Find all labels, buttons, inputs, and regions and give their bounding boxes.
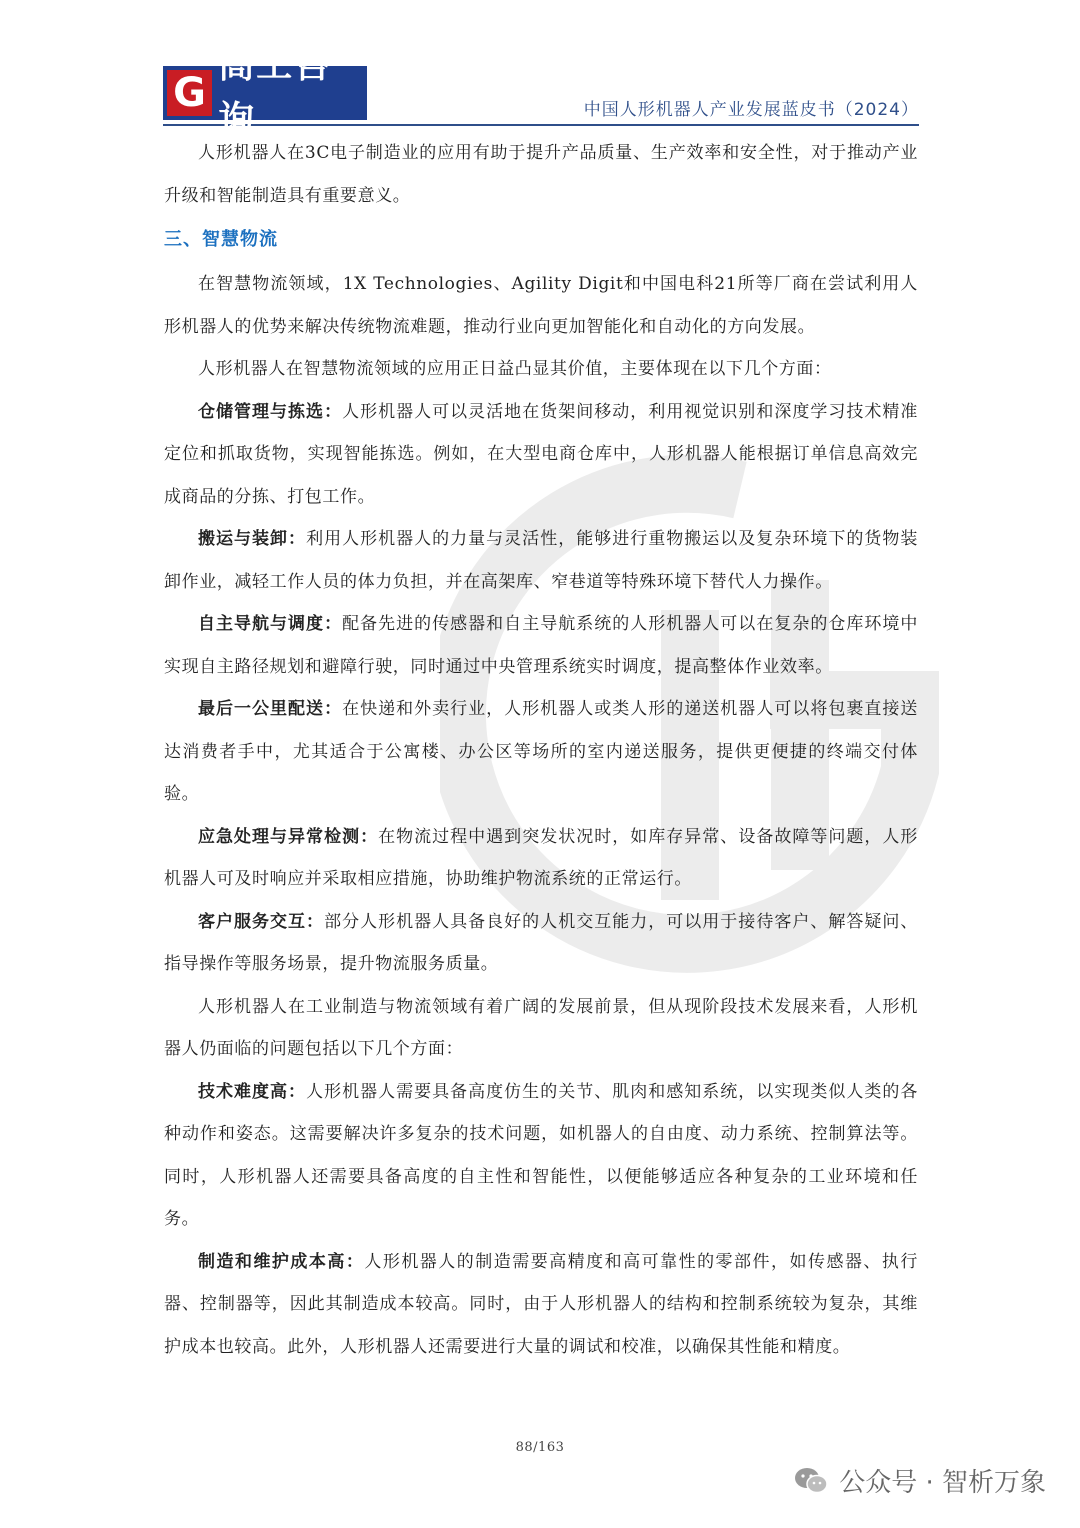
list-item: [164, 1071, 918, 1241]
item-term: 技术难度高：: [198, 1081, 307, 1102]
item-text: 利用人形机器人的力量与灵活性，能够进行重物搬运以及复杂环境下的货物装卸作业，减轻工作人员的体力负担，并在高架库、窄巷道等特殊环境下替代人力操作。: [164, 529, 918, 592]
item-term: 搬运与装卸：: [198, 529, 307, 549]
item-text: 部分人形机器人具备良好的人机交互能力，可以用于接待客户、解答疑问、指导操作等服务场景，提升物流服务质量。: [164, 911, 918, 974]
list-item: [164, 603, 918, 688]
list-item: [164, 1241, 918, 1369]
item-text: 人形机器人可以灵活地在货架间移动，利用视觉识别和深度学习技术精准定位和抓取货物，实现智能拣选。例如，在大型电商仓库中，人形机器人能根据订单信息高效完成商品的分拣、打包工作。: [164, 401, 918, 507]
intro-paragraph: 人形机器人在3C电子制造业的应用有助于提升产品质量、生产效率和安全性，对于推动产业升级和智能制造具有重要意义。: [164, 143, 918, 206]
wechat-watermark: [793, 1462, 1046, 1499]
item-text: 在物流过程中遇到突发状况时，如库存异常、设备故障等问题，人形机器人可及时响应并采取相应措施，协助维护物流系统的正常运行。: [164, 826, 919, 889]
list-item: [164, 816, 918, 901]
wechat-icon: [793, 1466, 829, 1496]
page-number: 88/163: [515, 1440, 565, 1455]
item-term: 客户服务交互：: [198, 911, 325, 932]
item-text: 在快递和外卖行业，人形机器人或类人形的递送机器人可以将包裹直接送达消费者手中，尤其适合于公寓楼、办公区等场所的室内递送服务，提供更便捷的终端交付体验。: [164, 699, 918, 804]
wechat-label: 公众号 · 智析万象: [839, 1468, 1046, 1498]
page-header: [163, 45, 919, 140]
item-text: 人形机器人需要具备高度仿生的关节、肌肉和感知系统，以实现类似人类的各种动作和姿态。这需要解决许多复杂的技术问题，如机器人的自由度、动力系统、控制算法等。同时，人形机器人还需要具备高度的自主性和智能性，以便能够适应各种复杂的工业环境和任务。: [164, 1081, 918, 1229]
logo-text: 高工咨询: [218, 45, 333, 140]
logo-mark: G: [167, 70, 212, 116]
item-term: 最后一公里配送：: [198, 699, 343, 719]
document-title: 中国人形机器人产业发展蓝皮书（2024）: [583, 100, 919, 120]
section-heading: 三、智慧物流: [164, 229, 278, 250]
list-item: [164, 518, 918, 603]
item-term: 自主导航与调度：: [198, 614, 343, 634]
gaogong-logo: [163, 45, 367, 140]
challenges-intro-paragraph: 人形机器人在工业制造与物流领域有着广阔的发展前景，但从现阶段技术发展来看，人形机器人仍面临的问题包括以下几个方面：: [164, 996, 918, 1059]
logistics-value-paragraph: 人形机器人在智慧物流领域的应用正日益凸显其价值，主要体现在以下几个方面：: [198, 359, 832, 379]
list-item: [164, 688, 918, 816]
list-item: [164, 391, 918, 519]
document-body: [164, 132, 918, 1368]
item-term: 制造和维护成本高：: [198, 1251, 365, 1272]
item-term: 仓储管理与拣选：: [198, 401, 343, 422]
item-text: 配备先进的传感器和自主导航系统的人形机器人可以在复杂的仓库环境中实现自主路径规划和避障行驶，同时通过中央管理系统实时调度，提高整体作业效率。: [164, 614, 918, 677]
item-text: 人形机器人的制造需要高精度和高可靠性的零部件，如传感器、执行器、控制器等，因此其制造成本较高。同时，由于人形机器人的结构和控制系统较为复杂，其维护成本也较高。此外，人形机器人还需要进行大量的调试和校准，以确保其性能和精度。: [164, 1251, 918, 1357]
list-item: [164, 901, 918, 986]
logistics-intro-paragraph: 在智慧物流领域，1X Technologies、Agility Digit和中国电科21所等厂商在尝试利用人形机器人的优势来解决传统物流难题，推动行业向更加智能化和自动化的方向发展。: [164, 274, 918, 337]
item-term: 应急处理与异常检测：: [198, 826, 379, 847]
